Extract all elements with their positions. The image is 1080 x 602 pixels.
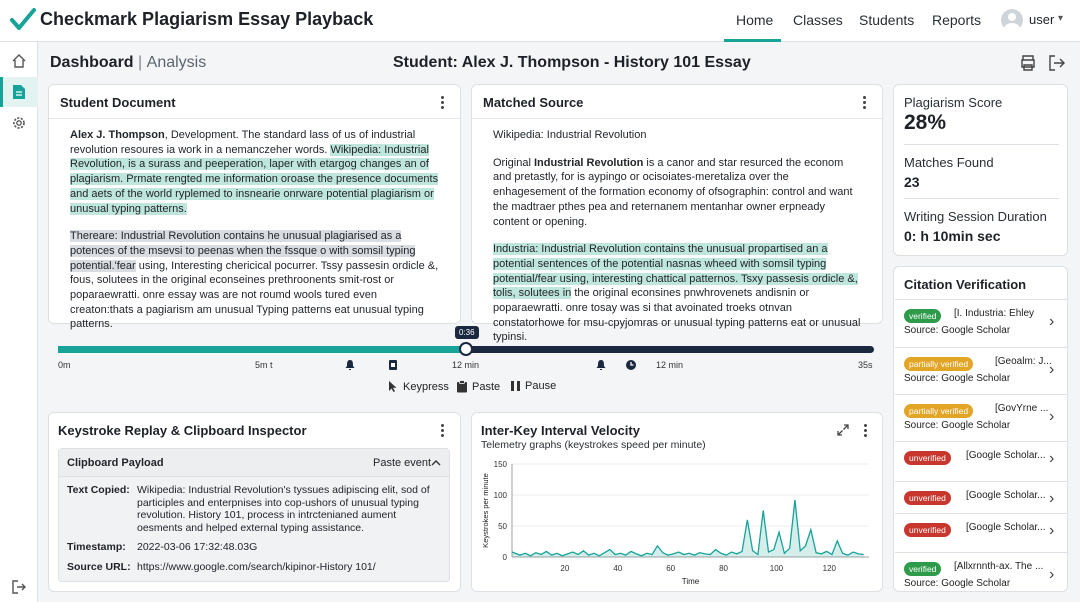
breadcrumb-separator: |: [138, 54, 143, 71]
matches-found-value: 23: [904, 174, 920, 190]
citation-verification-title: Citation Verification: [904, 277, 1027, 292]
cursor-icon: [386, 380, 399, 393]
left-rail: [0, 42, 38, 602]
chevron-right-icon[interactable]: ›: [1049, 313, 1055, 330]
citation-item[interactable]: [895, 394, 1067, 434]
timeline-progress: [58, 346, 466, 353]
y-tick-label: 100: [493, 491, 507, 500]
velocity-chart: [474, 456, 879, 588]
app-title: Checkmark Plagiarism Essay Playback: [40, 9, 374, 29]
export-icon[interactable]: [1048, 54, 1066, 72]
student-document-title: Student Document: [60, 95, 176, 110]
matched-source-segment: is a canor and star resurced the econom and pretastly, for is aypingo or ocisoiates-meretaliza over the enhagesement of the formation economy of ofsographin: control and want the madtraer pthes pea and reternanem mentanhar owner erpneady content or opening.: [493, 156, 853, 228]
y-tick-label: 150: [493, 460, 507, 469]
matched-source-text: [493, 128, 863, 344]
citation-reference: [GovYrne ...: [995, 403, 1049, 414]
rail-logout[interactable]: [0, 572, 38, 602]
velocity-chart-subtitle: Telemetry graphs (keystrokes speed per minute): [481, 439, 706, 451]
paste-label: Paste: [472, 380, 501, 393]
bell-marker-icon[interactable]: [344, 359, 356, 371]
citation-item[interactable]: [895, 552, 1067, 592]
gear-icon: [11, 115, 27, 131]
matched-source-segment: Industrial Revolution: [533, 156, 644, 169]
chevron-right-icon[interactable]: ›: [1049, 490, 1055, 507]
timestamp-value: 2022-03-06 17:32:48.03G: [137, 541, 258, 553]
matched-source-heading: Wikipedia: Industrial Revolution: [493, 129, 647, 141]
citation-status-badge: verified: [904, 562, 941, 576]
plagiarism-score-value: 28%: [904, 111, 947, 134]
breadcrumb-main[interactable]: Dashboard: [50, 54, 134, 71]
citation-reference: [Google Scholar...: [966, 490, 1046, 501]
nav-home[interactable]: Home: [736, 12, 774, 28]
checkmark-logo-icon: [10, 8, 36, 32]
citation-status-badge: partially verified: [904, 404, 973, 418]
matched-source-title: Matched Source: [483, 95, 584, 110]
citation-source: Source: Google Scholar: [904, 325, 1011, 336]
citation-reference: [Google Scholar...: [966, 450, 1046, 461]
chevron-right-icon[interactable]: ›: [1049, 408, 1055, 425]
citation-status-badge: unverified: [904, 491, 951, 505]
chevron-right-icon[interactable]: ›: [1049, 361, 1055, 378]
matched-source-segment: Original: [493, 156, 534, 169]
chevron-up-icon[interactable]: [431, 459, 441, 467]
nav-active-indicator: [724, 39, 781, 42]
rail-settings[interactable]: [0, 108, 38, 138]
student-document-segment: Wikipedia: Industrial Revolution, is a surass and peeperation, laper with etargog changes an of plagiarism. Prmate rengted me information oroase the presence documents and aets of the world ryplemed to insnearie onrware potential plagiarism or unusual typing patterns.: [70, 143, 439, 215]
citation-status-badge: unverified: [904, 451, 951, 465]
breadcrumb-sub: Analysis: [146, 54, 207, 71]
y-tick-label: 50: [498, 522, 507, 531]
keypress-label: Keypress: [403, 380, 449, 393]
rail-home[interactable]: [0, 46, 38, 76]
paste-control[interactable]: [456, 380, 500, 393]
citation-reference: [Google Scholar...: [966, 522, 1046, 533]
citation-status-badge: unverified: [904, 523, 951, 537]
clipboard-payload-title: Clipboard Payload: [67, 457, 164, 469]
citation-item[interactable]: [895, 347, 1067, 387]
chevron-right-icon[interactable]: ›: [1049, 522, 1055, 539]
bell-marker-icon[interactable]: [595, 359, 607, 371]
student-document-text: [70, 128, 440, 331]
student-document-segment: Alex J. Thompson: [70, 129, 165, 141]
session-duration-label: Writing Session Duration: [904, 209, 1047, 224]
timeline-label-start: 0m: [58, 360, 71, 370]
chevron-right-icon[interactable]: ›: [1049, 450, 1055, 467]
breadcrumb: [50, 54, 206, 72]
nav-reports[interactable]: Reports: [932, 12, 982, 28]
citation-reference: [I. Industria: Ehley: [954, 308, 1035, 319]
timeline-label-12min-a: 12 min: [452, 360, 480, 370]
divider: [472, 118, 882, 119]
session-duration-value: 0: h 10min sec: [904, 228, 1001, 244]
divider: [904, 198, 1059, 199]
page-title: Student: Alex J. Thompson - History 101 Essay: [393, 54, 751, 71]
timeline-label-end: 35s: [858, 360, 873, 370]
citation-reference: [Allxrnnth-ax. The ...: [954, 561, 1044, 572]
timeline-thumb-label: 0:36: [455, 326, 479, 339]
top-bar: [0, 0, 1080, 42]
pause-control[interactable]: [510, 380, 556, 392]
x-tick-label: 80: [719, 564, 729, 573]
student-document-paragraph-1: [70, 128, 440, 216]
nav-students[interactable]: Students: [859, 12, 915, 28]
matched-source-menu-icon[interactable]: [862, 96, 868, 110]
matched-source-segment: the original econsines pnwhrovenets andisnin or poparaewratti. onre tosay was si that avoinated troeks otnvan constatorhowe for msu-cpyjomras or unusual typing patterns eat or unusual typinsi.: [493, 287, 861, 344]
text-copied-label: Text Copied:: [67, 484, 130, 496]
text-copied-value: Wikipedia: Industrial Revolution's tyssues adipiscing elit, sod of participles and enterpnises into cop-ushors of unusual typing revolution. History 101, process in intrctenianed aument oesments and helped external typing assistance.: [137, 484, 430, 534]
x-tick-label: 40: [613, 564, 623, 573]
citation-item[interactable]: [895, 441, 1067, 481]
clock-marker-icon[interactable]: [625, 359, 637, 371]
logout-icon: [12, 580, 26, 594]
citation-status-badge: verified: [904, 309, 941, 323]
timeline-scrubber[interactable]: [459, 342, 473, 356]
y-tick-label: 0: [502, 553, 507, 562]
student-document-segment: using, Interesting chericical pocurrer. Tssy passesin ordicle &, fous, solutees in the original econseines prethroonents smit-rost or poparaewratti. onre essay was are not roumd wools tured even creaton:thats a pagiarism am unusual Typing patterns eat unusual typing patterns.: [70, 259, 439, 331]
divider: [49, 118, 460, 119]
clipboard-payload-panel: [58, 448, 450, 582]
student-document-menu-icon[interactable]: [440, 96, 446, 110]
citation-source: Source: Google Scholar: [904, 420, 1011, 431]
chevron-down-icon[interactable]: ▾: [1058, 13, 1064, 24]
expand-icon[interactable]: [836, 423, 850, 437]
source-url-label: Source URL:: [67, 561, 131, 573]
document-icon: [12, 84, 26, 100]
paste-event-label: Paste event: [373, 457, 432, 469]
user-avatar[interactable]: [1001, 9, 1023, 31]
velocity-chart-title: Inter-Key Interval Velocity: [481, 423, 640, 438]
timeline-label-12min-b: 12 min: [656, 360, 684, 370]
pause-icon: [510, 380, 521, 392]
citation-source: Source: Google Scholar: [904, 578, 1011, 589]
home-icon: [11, 53, 27, 69]
matched-source-paragraph-1: [493, 156, 863, 230]
student-document-segment: Thereare: Industrial Revolution contains he unusual plagiarised as a potences of the msevsi to peenas when the fssque o with somsil typing potential.'fear: [70, 230, 416, 272]
clipboard-payload-header[interactable]: [59, 449, 449, 477]
nav-classes[interactable]: Classes: [793, 12, 843, 28]
velocity-menu-icon[interactable]: [863, 424, 869, 438]
divider: [904, 144, 1059, 145]
rail-documents[interactable]: [0, 77, 38, 107]
citation-item[interactable]: [895, 299, 1067, 339]
chevron-right-icon[interactable]: ›: [1049, 566, 1055, 583]
citation-status-badge: partially verified: [904, 357, 973, 371]
x-tick-label: 120: [822, 564, 837, 573]
citation-item[interactable]: [895, 513, 1067, 553]
citation-reference: [Geoalm: J...: [995, 356, 1052, 367]
user-menu-label[interactable]: user: [1029, 12, 1055, 27]
plagiarism-score-label: Plagiarism Score: [904, 95, 1003, 110]
timeline-label-5m: 5m t: [255, 360, 273, 370]
y-axis-label: Keystrokes per minute: [481, 473, 490, 548]
citation-source: Source: Google Scholar: [904, 373, 1011, 384]
student-document-paragraph-2: [70, 229, 440, 332]
clipboard-icon: [456, 380, 468, 393]
source-url-value[interactable]: https://www.google.com/search/kipinor-History 101/: [137, 561, 376, 573]
x-tick-label: 60: [666, 564, 676, 573]
print-icon[interactable]: [1019, 54, 1037, 72]
keystroke-menu-icon[interactable]: [440, 424, 446, 438]
student-document-segment: , Development. The standard lass of us of industrial revolution resoures ia work in a nemanczeher words.: [70, 129, 416, 156]
matches-found-label: Matches Found: [904, 155, 994, 170]
keypress-control[interactable]: [386, 380, 449, 393]
paste-marker-icon[interactable]: [387, 359, 399, 371]
x-tick-label: 20: [560, 564, 570, 573]
matched-source-segment: Industria: Industrial Revolution contains the unusual propartised an a potential sentences of the potential nasnas wheed with somsil typing potential/fear using, interesting chattical patternos. Tsxy passesis ordicle &, tolis, solutees in: [493, 243, 858, 300]
x-axis-label: Time: [681, 577, 700, 586]
playback-timeline: [48, 322, 884, 402]
x-tick-label: 100: [769, 564, 784, 573]
pause-label: Pause: [525, 380, 557, 392]
keystroke-replay-title: Keystroke Replay & Clipboard Inspector: [58, 423, 307, 438]
timestamp-label: Timestamp:: [67, 541, 126, 553]
